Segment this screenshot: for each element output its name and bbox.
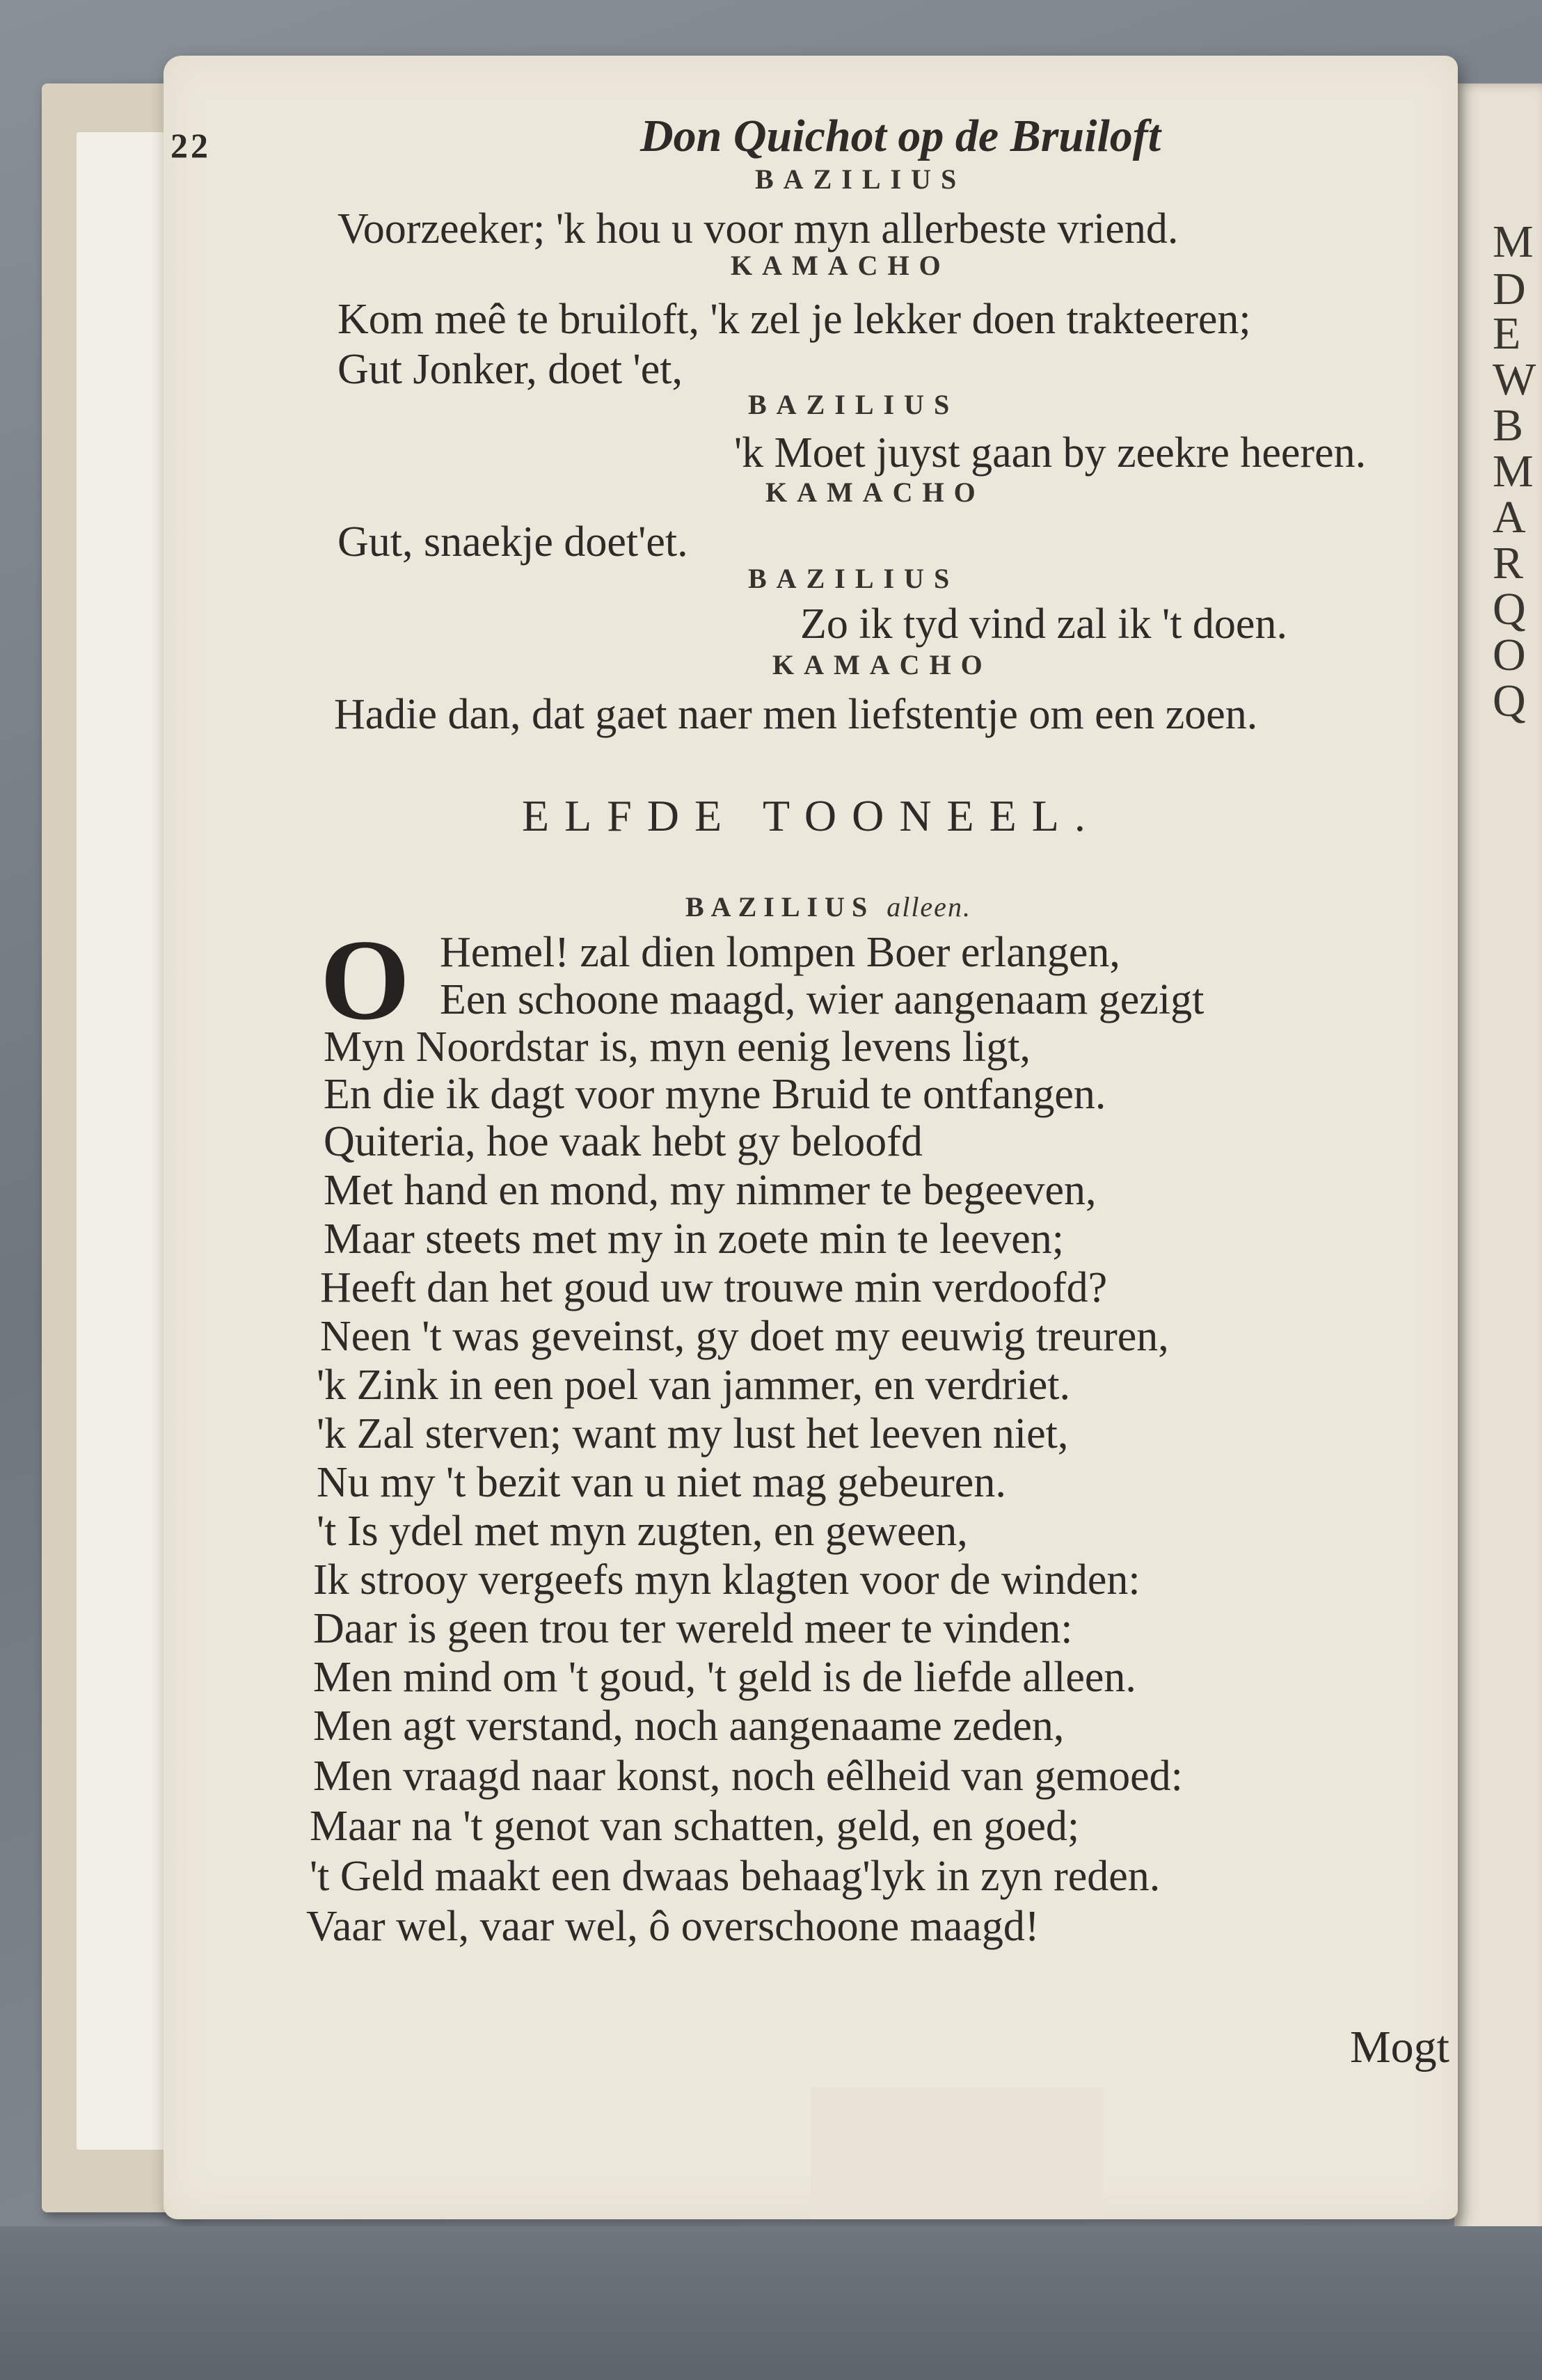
scene-speaker-name: BAZILIUS xyxy=(685,891,875,923)
facing-page-letter: M xyxy=(1493,446,1534,497)
verse-line: 'k Zink in een poel van jammer, en verdriet. xyxy=(317,1361,1070,1409)
dialogue-line: Voorzeeker; 'k hou u voor myn allerbeste vriend. xyxy=(337,205,1179,253)
verse-line: Myn Noordstar is, myn eenig levens ligt, xyxy=(324,1023,1031,1071)
drop-cap: O xyxy=(320,916,411,1044)
facing-page-letter: O xyxy=(1493,630,1526,680)
verse-line: Maar steets met my in zoete min te leeven; xyxy=(324,1215,1064,1263)
verse-line: Heeft dan het goud uw trouwe min verdoofd? xyxy=(320,1264,1108,1311)
dialogue-line: 'k Moet juyst gaan by zeekre heeren. xyxy=(734,429,1367,477)
dialogue-line: Gut, snaekje doet'et. xyxy=(337,518,688,566)
facing-page-letter: Q xyxy=(1493,584,1526,634)
verse-line: Nu my 't bezit van u niet mag gebeuren. xyxy=(317,1459,1006,1506)
table-surface xyxy=(0,2226,1542,2380)
scene-speaker xyxy=(685,890,971,923)
facing-page-letter: Q xyxy=(1493,676,1526,726)
verse-line: Men agt verstand, noch aangenaame zeden, xyxy=(313,1702,1065,1750)
verse-line: 'k Zal sterven; want my lust het leeven niet, xyxy=(317,1410,1069,1457)
facing-page-letter: R xyxy=(1493,538,1524,589)
facing-page-letter: W xyxy=(1493,354,1536,405)
dialogue-line: Kom meê te bruiloft, 'k zel je lekker doen trakteeren; xyxy=(337,296,1251,343)
verse-line: Met hand en mond, my nimmer te begeeven, xyxy=(324,1167,1097,1214)
dialogue-line: Gut Jonker, doet 'et, xyxy=(337,346,683,393)
facing-page-letter: B xyxy=(1493,400,1524,451)
verse-line: Quiteria, hoe vaak hebt gy beloofd xyxy=(324,1118,923,1165)
speaker-name: KAMACHO xyxy=(765,477,985,508)
verse-line: Men mind om 't goud, 't geld is de liefde alleen. xyxy=(313,1654,1136,1701)
facing-page-letter: E xyxy=(1493,308,1521,359)
dialogue-line: Zo ik tyd vind zal ik 't doen. xyxy=(800,600,1287,648)
facing-page-letter: D xyxy=(1493,264,1526,314)
facing-page-letter: M xyxy=(1493,216,1534,267)
speaker-name: KAMACHO xyxy=(772,649,992,680)
verse-line: Vaar wel, vaar wel, ô overschoone maagd! xyxy=(306,1903,1040,1950)
verse-line: Hemel! zal dien lompen Boer erlangen, xyxy=(440,929,1120,976)
verse-line: Een schoone maagd, wier aangenaam gezigt xyxy=(440,976,1205,1023)
scene-title: ELFDE TOONEEL. xyxy=(522,791,1101,840)
verse-line: En die ik dagt voor myne Bruid te ontfangen. xyxy=(324,1071,1106,1118)
running-head: Don Quichot op de Bruiloft xyxy=(640,111,1161,161)
facing-page xyxy=(1454,83,1542,2275)
verse-line: Maar na 't genot van schatten, geld, en goed; xyxy=(310,1803,1080,1850)
verse-line: Neen 't was geveinst, gy doet my eeuwig treuren, xyxy=(320,1313,1169,1360)
catchword: Mogt xyxy=(1350,2022,1450,2072)
speaker-name: BAZILIUS xyxy=(748,563,960,594)
speaker-name: KAMACHO xyxy=(731,250,951,281)
speaker-name: BAZILIUS xyxy=(748,389,960,420)
dialogue-line: Hadie dan, dat gaet naer men liefstentje om een zoen. xyxy=(334,691,1258,738)
verse-line: Daar is geen trou ter wereld meer te vinden: xyxy=(313,1605,1073,1652)
verse-line: Ik strooy vergeefs myn klagten voor de winden: xyxy=(313,1556,1140,1604)
verse-line: 't Is ydel met myn zugten, en geween, xyxy=(317,1508,968,1555)
speaker-name: BAZILIUS xyxy=(755,163,967,195)
scene-speaker-note: alleen. xyxy=(887,891,971,923)
facing-page-letter: A xyxy=(1493,492,1526,543)
verse-line: 't Geld maakt een dwaas behaag'lyk in zyn reden. xyxy=(310,1853,1161,1900)
page-number: 22 xyxy=(170,126,211,165)
verse-line: Men vraagd naar konst, noch eêlheid van gemoed: xyxy=(313,1752,1183,1800)
